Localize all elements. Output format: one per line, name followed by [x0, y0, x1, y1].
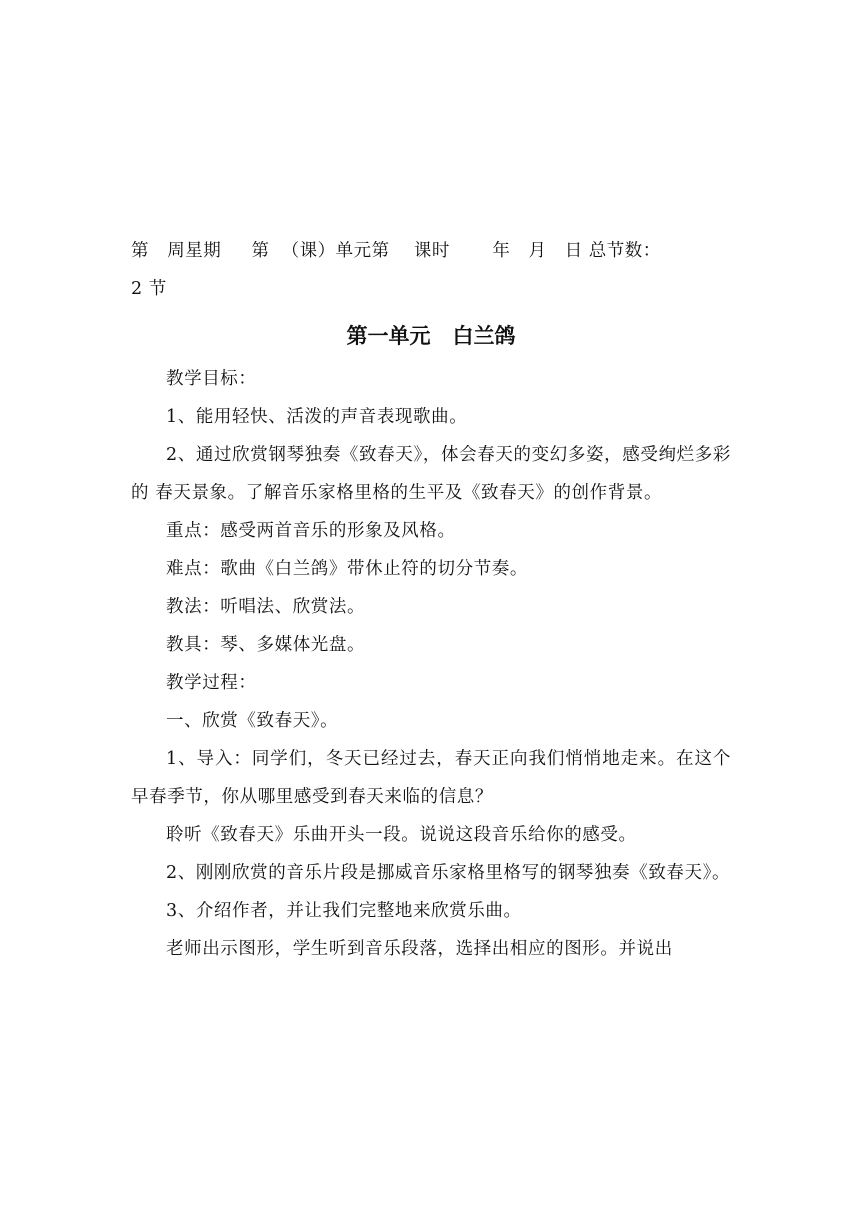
paragraph-objective-2: 2、通过欣赏钢琴独奏《致春天》，体会春天的变幻多姿，感受绚烂多彩的 春天景象。了解音乐家格里格的生平及《致春天》的创作背景。 — [131, 445, 731, 503]
lesson-header-line: 第 周星期 第 （课）单元第 课时 年 月 日 总节数： — [131, 241, 661, 261]
paragraph-teaching-aids: 教具：琴、多媒体光盘。 — [166, 635, 366, 655]
unit-title: 第一单元 白兰鸽 — [346, 324, 516, 348]
document-body — [131, 232, 731, 968]
paragraph-objectives-heading: 教学目标： — [166, 369, 257, 389]
paragraph-teaching-method: 教法：听唱法、欣赏法。 — [166, 597, 366, 617]
paragraph-intro: 1、导入：同学们，冬天已经过去，春天正向我们悄悄地走来。在这个早春季节，你从哪里感受到春天来临的信息？ — [131, 749, 731, 807]
total-lessons-line: 2 节 — [131, 279, 167, 299]
paragraph-composer: 2、刚刚欣赏的音乐片段是挪威音乐家格里格写的钢琴独奏《致春天》。 — [166, 863, 731, 883]
paragraph-graphics: 老师出示图形，学生听到音乐段落，选择出相应的图形。并说出 — [166, 939, 673, 959]
paragraph-author-intro: 3、介绍作者，并让我们完整地来欣赏乐曲。 — [166, 901, 522, 921]
paragraph-key-point: 重点：感受两首音乐的形象及风格。 — [166, 521, 456, 541]
paragraph-difficulty: 难点：歌曲《白兰鸽》带休止符的切分节奏。 — [166, 559, 528, 579]
paragraph-listen: 聆听《致春天》乐曲开头一段。说说这段音乐给你的感受。 — [166, 825, 637, 845]
paragraph-section-1: 一、欣赏《致春天》。 — [166, 711, 339, 731]
paragraph-process-heading: 教学过程： — [166, 673, 257, 693]
paragraph-objective-1: 1、能用轻快、活泼的声音表现歌曲。 — [166, 407, 468, 427]
